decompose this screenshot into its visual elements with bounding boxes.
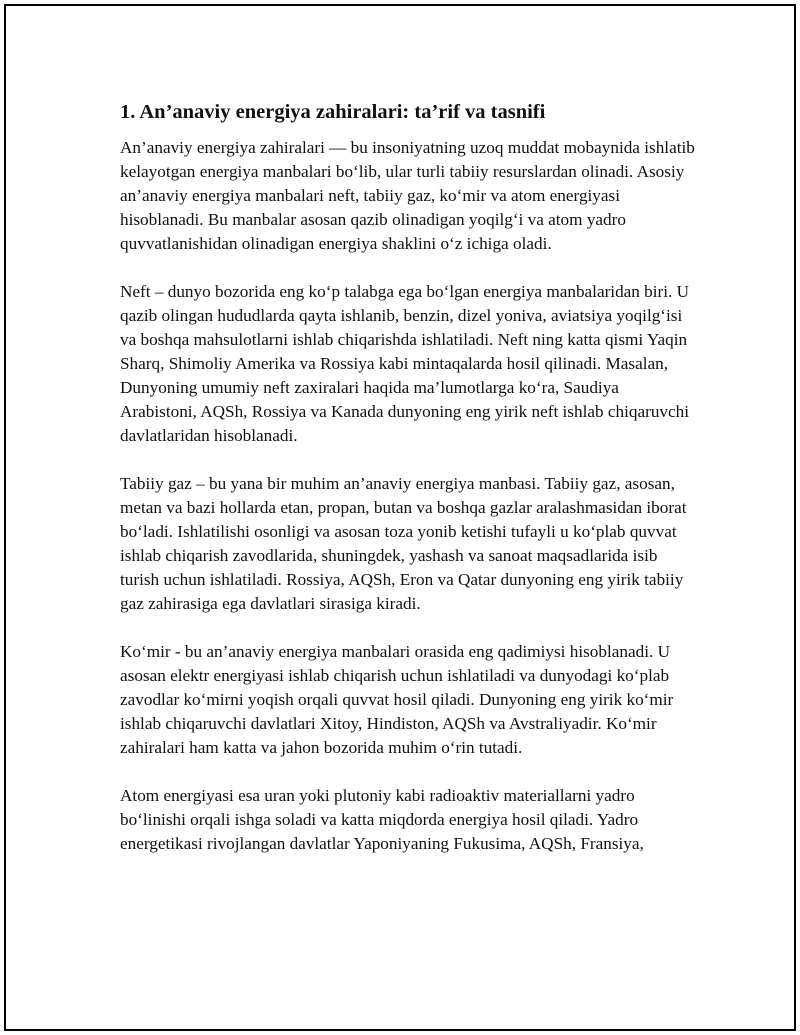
paragraph-nuclear: Atom energiyasi esa uran yoki plutoniy kabi radioaktiv materiallarni yadro bo‘linishi orqali ishga soladi va katta miqdorda energiya hosil qiladi. Yadro energetikasi rivojlangan davlatlar Yaponiyaning Fukusima, AQSh, Fransiya, xyxy=(120,786,644,853)
document-body xyxy=(120,98,695,880)
paragraph-coal: Ko‘mir - bu an’anaviy energiya manbalari orasida eng qadimiysi hisoblanadi. U asosan elektr energiyasi ishlab chiqarish uchun ishlatiladi va dunyodagi ko‘plab zavodlar ko‘mirni yoqish orqali quvvat hosil qiladi. Dunyoning eng yirik ko‘mir ishlab chiqaruvchi davlatlari Xitoy, Hindiston, AQSh va Avstraliyadir. Ko‘mir zahiralari ham katta va jahon bozorida muhim o‘rin tutadi. xyxy=(120,642,674,757)
paragraph-intro: An’anaviy energiya zahiralari — bu insoniyatning uzoq muddat mobaynida ishlatib kelayotgan energiya manbalari bo‘lib, ular turli tabiiy resurslardan olinadi. Asosiy an’anaviy energiya manbalari neft, tabiiy gaz, ko‘mir va atom energiyasi hisoblanadi. Bu manbalar asosan qazib olinadigan yoqilg‘i va atom yadro quvvatlanishidan olinadigan energiya shaklini o‘z ichiga oladi. xyxy=(120,138,695,253)
document-page xyxy=(4,4,796,1031)
paragraph-natural-gas: Tabiiy gaz – bu yana bir muhim an’anaviy energiya manbasi. Tabiiy gaz, asosan, metan va bazi hollarda etan, propan, butan va boshqa gazlar aralashmasidan iborat bo‘ladi. Ishlatilishi osonligi va asosan toza yonib ketishi tufayli u ko‘plab quvvat ishlab chiqarish zavodlarida, shuningdek, yashash va sanoat maqsadlarida isib turish uchun ishlatiladi. Rossiya, AQSh, Eron va Qatar dunyoning eng yirik tabiiy gaz zahirasiga ega davlatlari sirasiga kiradi. xyxy=(120,474,687,613)
paragraph-oil: Neft – dunyo bozorida eng ko‘p talabga ega bo‘lgan energiya manbalaridan biri. U qazib olingan hududlarda qayta ishlanib, benzin, dizel yoniva, aviatsiya yoqilg‘isi va boshqa mahsulotlarni ishlab chiqarishda ishlatiladi. Neft ning katta qismi Yaqin Sharq, Shimoliy Amerika va Rossiya kabi mintaqalarda hosil qilinadi. Masalan, Dunyoning umumiy neft zaxiralari haqida ma’lumotlarga ko‘ra, Saudiya Arabistoni, AQSh, Rossiya va Kanada dunyoning eng yirik neft ishlab chiqaruvchi davlatlaridan hisoblanadi. xyxy=(120,282,690,445)
section-heading: 1. An’anaviy energiya zahiralari: ta’rif va tasnifi xyxy=(120,101,546,123)
